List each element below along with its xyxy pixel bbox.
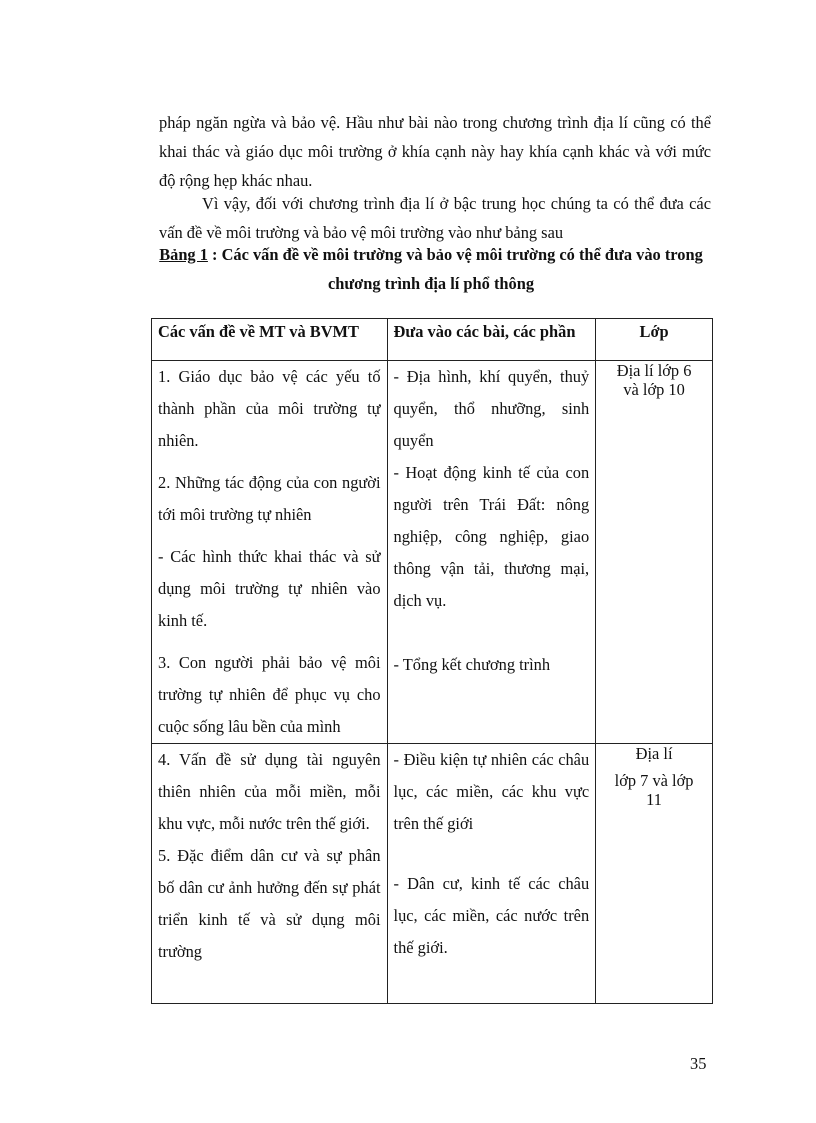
header-lessons: Đưa vào các bài, các phần	[387, 319, 596, 361]
lesson-item: - Điều kiện tự nhiên các châu lục, các miền, các khu vực trên thế giới	[393, 750, 590, 833]
issue-item: 1. Giáo dục bảo vệ các yếu tố thành phần của môi trường tự nhiên.	[158, 367, 381, 450]
issue-item: 2. Những tác động của con người tới môi trường tự nhiên	[158, 473, 381, 524]
lesson-item: - Địa hình, khí quyển, thuỷ quyển, thổ nhưỡng, sinh quyển	[393, 367, 590, 450]
lesson-item: - Dân cư, kinh tế các châu lục, các miền, các nước trên thế giới.	[393, 874, 590, 957]
issues-cell	[152, 361, 388, 744]
environment-topics-table	[151, 318, 713, 1004]
grade-text: lớp 7 và lớp 11	[614, 771, 694, 809]
caption-label: Bảng 1	[159, 245, 208, 264]
lessons-cell	[387, 744, 596, 1004]
issue-item: 4. Vấn đề sử dụng tài nguyên thiên nhiên của mỗi miền, mỗi khu vực, mỗi nước trên thế giới.	[158, 750, 381, 833]
lesson-item: - Hoạt động kinh tế của con người trên Trái Đất: nông nghiệp, công nghiệp, giao thông vận tải, thương mại, dịch vụ.	[393, 463, 590, 610]
issue-item: 3. Con người phải bảo vệ môi trường tự nhiên để phục vụ cho cuộc sống lâu bền của mình	[158, 653, 381, 736]
table-row	[152, 744, 713, 1004]
table-caption	[150, 240, 712, 298]
issue-item: 5. Đặc điểm dân cư và sự phân bố dân cư ảnh hưởng đến sự phát triển kinh tế và sử dụng môi trường	[158, 846, 381, 961]
issues-cell	[152, 744, 388, 1004]
header-grade: Lớp	[596, 319, 713, 361]
grade-cell	[596, 361, 713, 744]
grade-cell	[596, 744, 713, 1004]
lesson-item: - Tổng kết chương trình	[393, 655, 551, 674]
table-row	[152, 361, 713, 744]
intro-paragraph: pháp ngăn ngừa và bảo vệ. Hầu như bài nào trong chương trình địa lí cũng có thể khai thác và giáo dục môi trường ở khía cạnh này hay khía cạnh khác và với mức độ rộng hẹp khác nhau.	[159, 113, 711, 190]
lessons-cell	[387, 361, 596, 744]
issue-item: - Các hình thức khai thác và sử dụng môi trường tự nhiên vào kinh tế.	[158, 547, 381, 630]
page-number: 35	[690, 1054, 707, 1073]
lead-paragraph: Vì vậy, đối với chương trình địa lí ở bậc trung học chúng ta có thể đưa các vấn đề về môi trường và bảo vệ môi trường vào như bảng sau	[159, 194, 711, 242]
grade-text: Địa lí lớp 6 và lớp 10	[616, 361, 692, 399]
table-header-row	[152, 319, 713, 361]
caption-text: : Các vấn đề về môi trường và bảo vệ môi trường có thể đưa vào trong chương trình địa lí phổ thông	[207, 245, 703, 293]
grade-text: Địa lí	[635, 744, 673, 763]
header-issues: Các vấn đề về MT và BVMT	[152, 319, 388, 361]
